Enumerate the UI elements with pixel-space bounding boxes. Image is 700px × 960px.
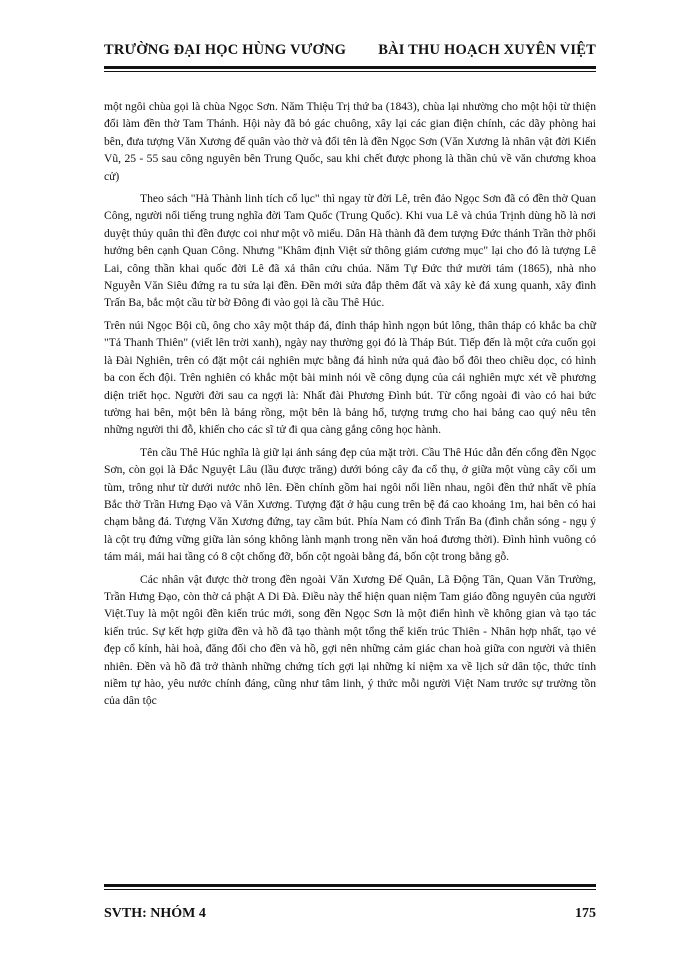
paragraph: Các nhân vật được thờ trong đền ngoài Văn Xương Đế Quân, Lã Động Tân, Quan Văn Trường, Trần Hưng Đạo, còn thờ cả phật A Di Đà. Điều này thể hiện quan niệm Tam giáo đồng nguyên của người Việt.Tuy là một ngôi đền kiến trúc mới, song đền Ngọc Sơn là một điển hình về không gian và tạo tác kiến trúc. Sự kết hợp giữa đền và hồ đã tạo thành một tổng thể kiến trúc Thiên - Nhân hợp nhất, tạo vẻ đẹp cổ kính, hài hoà, đăng đối cho đền và hồ, gợi nên những cảm giác chan hoà giữa con người và thiên nhiên. Đền và hồ đã trở thành những chứng tích gợi lại những kỉ niệm xa về lịch sử dân tộc, thức tỉnh niềm tự hào, yêu nước chính đáng, cũng như tâm linh, ý thức mỗi người Việt Nam trước sự trường tồn của dân tộc (104, 572, 596, 708)
page-header (104, 42, 596, 62)
footer-rule (104, 884, 596, 887)
paragraph: Theo sách "Hà Thành linh tích cổ lục" thì ngay từ đời Lê, trên đảo Ngọc Sơn đã có đền thờ Quan Công, người nổi tiếng trung nghĩa đời Tam Quốc (Trung Quốc). Khi vua Lê và chúa Trịnh dùng hồ là nơi duyệt thủy quân thì đền được coi như một võ miếu. Dân Hà thành đã đem tượng Đức thánh Trần thờ phối hưởng bên cạnh Quan Công. Nhưng "Khâm định Việt sử thông giám cương mục" lại cho đó là tượng Lê Lai, công thần khai quốc đời Lê đã xả thân cứu chúa. Năm Tự Đức thứ mười tám (1865), nhà nho Nguyễn Văn Siêu đứng ra tu sửa lại đền. Đền mới sửa đắp thêm đất và xây kè đá xung quanh, xây đình Trấn Ba, bắc một cầu từ bờ Đông đi vào gọi là cầu Thê Húc. (104, 192, 596, 310)
document-title: BÀI THU HOẠCH XUYÊN VIỆT (378, 42, 596, 58)
body-text (104, 98, 596, 715)
header-rule (104, 66, 596, 69)
page-number: 175 (575, 906, 596, 921)
header-rule-thin (104, 71, 596, 72)
footer-rule-thin (104, 889, 596, 890)
group-label: SVTH: NHÓM 4 (104, 906, 206, 921)
paragraph: Trên núi Ngọc Bội cũ, ông cho xây một tháp đá, đỉnh tháp hình ngọn bút lông, thân tháp có khắc ba chữ "Tả Thanh Thiên" (viết lên trời xanh), ngày nay thường gọi đó là Tháp Bút. Tiếp đến là một cửa cuốn gọi là Đài Nghiên, trên có đặt một cái nghiên mực bằng đá hình nửa quả đào bổ đôi theo chiều dọc, có hình ba con ếch đội. Trên nghiên có khắc một bài minh nói về công dụng của cái nghiên mực xét về phương diện triết học. Người đời sau ca ngợi là: Nhất đài Phương Đình bút. Từ cổng ngoài đi vào có hai bức tường hai bên, một bên là bảng rồng, một bên là bảng hổ, tượng trưng cho hai bảng cao quý nêu tên những người thi đỗ, khiến cho các sĩ tử đi qua càng gắng công học hành. (104, 318, 596, 437)
paragraph: một ngôi chùa gọi là chùa Ngọc Sơn. Năm Thiệu Trị thứ ba (1843), chùa lại nhường cho một hội từ thiện đổi làm đền thờ Tam Thánh. Hội này đã bỏ gác chuông, xây lại các gian điện chính, các dãy phòng hai bên, đưa tượng Văn Xương đế quân vào thờ và đổi tên là đền Ngọc Sơn (Văn Xương là nhân vật đời Kiến Vũ, 25 - 55 sau công nguyên bên Trung Quốc, sau khi chết được phong là thần chủ về văn chương khoa cử) (104, 100, 596, 183)
paragraph: Tên cầu Thê Húc nghĩa là giữ lại ánh sáng đẹp của mặt trời. Cầu Thê Húc dẫn đến cổng đền Ngọc Sơn, còn gọi là Đắc Nguyệt Lâu (lầu được trăng) dưới bóng cây đa cổ thụ, ở giữa một vùng cây cối um tùm, trông như từ dưới nước nhô lên. Đền chính gồm hai ngôi nối liền nhau, ngôi đền thứ nhất về phía Bắc thờ Trần Hưng Đạo và Văn Xương. Tượng đặt ở hậu cung trên bệ đá cao khoảng 1m, hai bên có hai chạm bằng đá. Tượng Văn Xương đứng, tay cầm bút. Phía Nam có đình Trấn Ba (đình chắn sóng - ngụ ý là cột trụ đứng vững giữa làn sóng không lành mạnh trong nền văn hoá đương thời). Đình hình vuông có tám mái, mái hai tầng có 8 cột chống đỡ, bốn cột ngoài bằng đá, bốn cột trong bằng gỗ. (104, 445, 596, 564)
university-name: TRƯỜNG ĐẠI HỌC HÙNG VƯƠNG (104, 42, 347, 58)
page-footer (104, 906, 596, 926)
